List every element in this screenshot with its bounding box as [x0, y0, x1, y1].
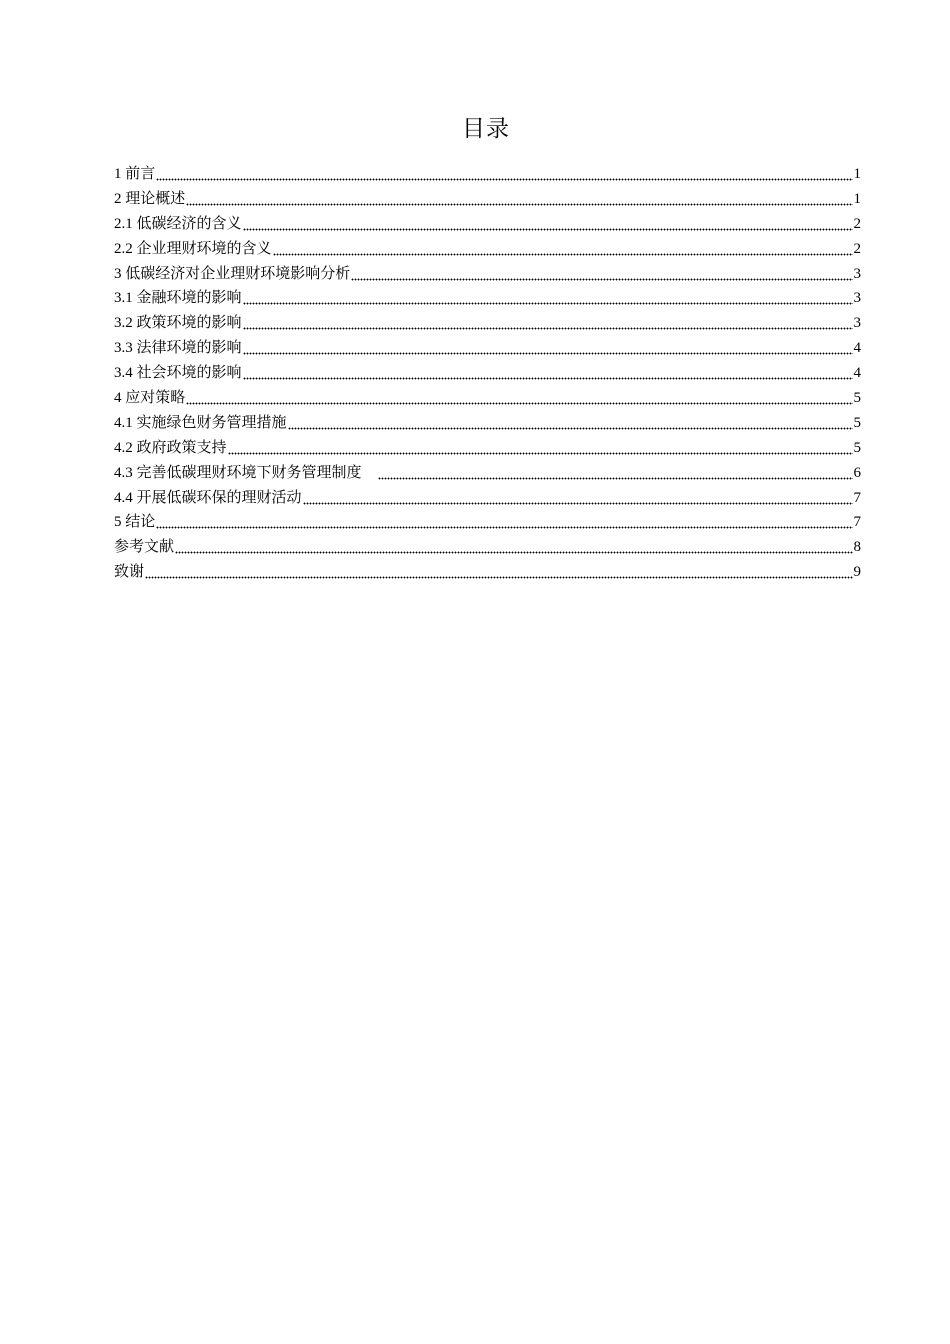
toc-entry[interactable]: [114, 187, 861, 212]
toc-entry-label: 4.2 政府政策支持: [114, 439, 227, 456]
toc-dot-leader: [243, 212, 853, 237]
toc-dot-leader: [378, 461, 853, 486]
toc-entry[interactable]: [114, 486, 861, 511]
toc-entry-label: 2.2 企业理财环境的含义: [114, 240, 272, 257]
toc-dot-leader: [145, 560, 852, 585]
toc-entry-page-number: 4: [853, 340, 861, 357]
toc-entry[interactable]: [114, 535, 861, 560]
toc-entry[interactable]: [114, 286, 861, 311]
toc-entry-label: 3.3 法律环境的影响: [114, 340, 242, 357]
toc-entry-label: 4.1 实施绿色财务管理措施: [114, 414, 287, 431]
toc-entry-label: 3 低碳经济对企业理财环境影响分析: [114, 265, 351, 282]
toc-dot-leader: [303, 486, 853, 511]
toc-title: 目录: [462, 116, 510, 142]
toc-dot-leader: [156, 162, 852, 187]
toc-entry[interactable]: [114, 461, 861, 486]
toc-entry-label: 1 前言: [114, 165, 156, 182]
toc-dot-leader: [186, 187, 852, 212]
toc-entry[interactable]: [114, 336, 861, 361]
toc-entry-label: 5 结论: [114, 514, 156, 531]
toc-entry[interactable]: [114, 411, 861, 436]
toc-entry-page-number: 1: [853, 165, 861, 182]
toc-dot-leader: [273, 237, 853, 262]
toc-entry-page-number: 3: [853, 265, 861, 282]
toc-entry-page-number: 9: [853, 564, 861, 581]
toc-entry[interactable]: [114, 436, 861, 461]
table-of-contents: [114, 162, 861, 585]
toc-entry[interactable]: [114, 386, 861, 411]
toc-dot-leader: [156, 510, 852, 535]
toc-dot-leader: [288, 411, 853, 436]
toc-entry[interactable]: [114, 162, 861, 187]
toc-entry-label: 参考文献: [114, 539, 175, 556]
toc-entry-page-number: 5: [853, 439, 861, 456]
toc-entry-label: 2.1 低碳经济的含义: [114, 215, 242, 232]
toc-entry[interactable]: [114, 311, 861, 336]
toc-entry-page-number: 7: [853, 514, 861, 531]
toc-entry[interactable]: [114, 560, 861, 585]
toc-dot-leader: [186, 386, 852, 411]
toc-entry-label: 3.4 社会环境的影响: [114, 365, 242, 382]
toc-dot-leader: [243, 336, 853, 361]
toc-dot-leader: [175, 535, 852, 560]
toc-entry-label: 4.3 完善低碳理财环境下财务管理制度: [114, 464, 377, 481]
toc-entry-page-number: 7: [853, 489, 861, 506]
toc-entry-page-number: 1: [853, 190, 861, 207]
toc-entry-page-number: 3: [853, 290, 861, 307]
toc-entry-page-number: 6: [853, 464, 861, 481]
toc-entry-label: 2 理论概述: [114, 190, 186, 207]
toc-entry-page-number: 8: [853, 539, 861, 556]
toc-entry-label: 3.2 政策环境的影响: [114, 315, 242, 332]
toc-entry-page-number: 4: [853, 365, 861, 382]
toc-entry[interactable]: [114, 262, 861, 287]
toc-dot-leader: [243, 361, 853, 386]
toc-entry-label: 3.1 金融环境的影响: [114, 290, 242, 307]
toc-entry-label: 4.4 开展低碳环保的理财活动: [114, 489, 302, 506]
toc-entry-page-number: 5: [853, 390, 861, 406]
toc-entry-label: 4 应对策略: [114, 390, 186, 406]
toc-entry[interactable]: [114, 361, 861, 386]
toc-entry[interactable]: [114, 212, 861, 237]
toc-dot-leader: [243, 286, 853, 311]
toc-entry-page-number: 3: [853, 315, 861, 332]
toc-entry-page-number: 5: [853, 414, 861, 431]
toc-entry[interactable]: [114, 237, 861, 262]
toc-dot-leader: [228, 436, 853, 461]
toc-entry-label: 致谢: [114, 564, 145, 581]
toc-entry-page-number: 2: [853, 240, 861, 257]
toc-dot-leader: [243, 311, 853, 336]
toc-entry[interactable]: [114, 510, 861, 535]
toc-dot-leader: [351, 262, 852, 287]
toc-entry-page-number: 2: [853, 215, 861, 232]
